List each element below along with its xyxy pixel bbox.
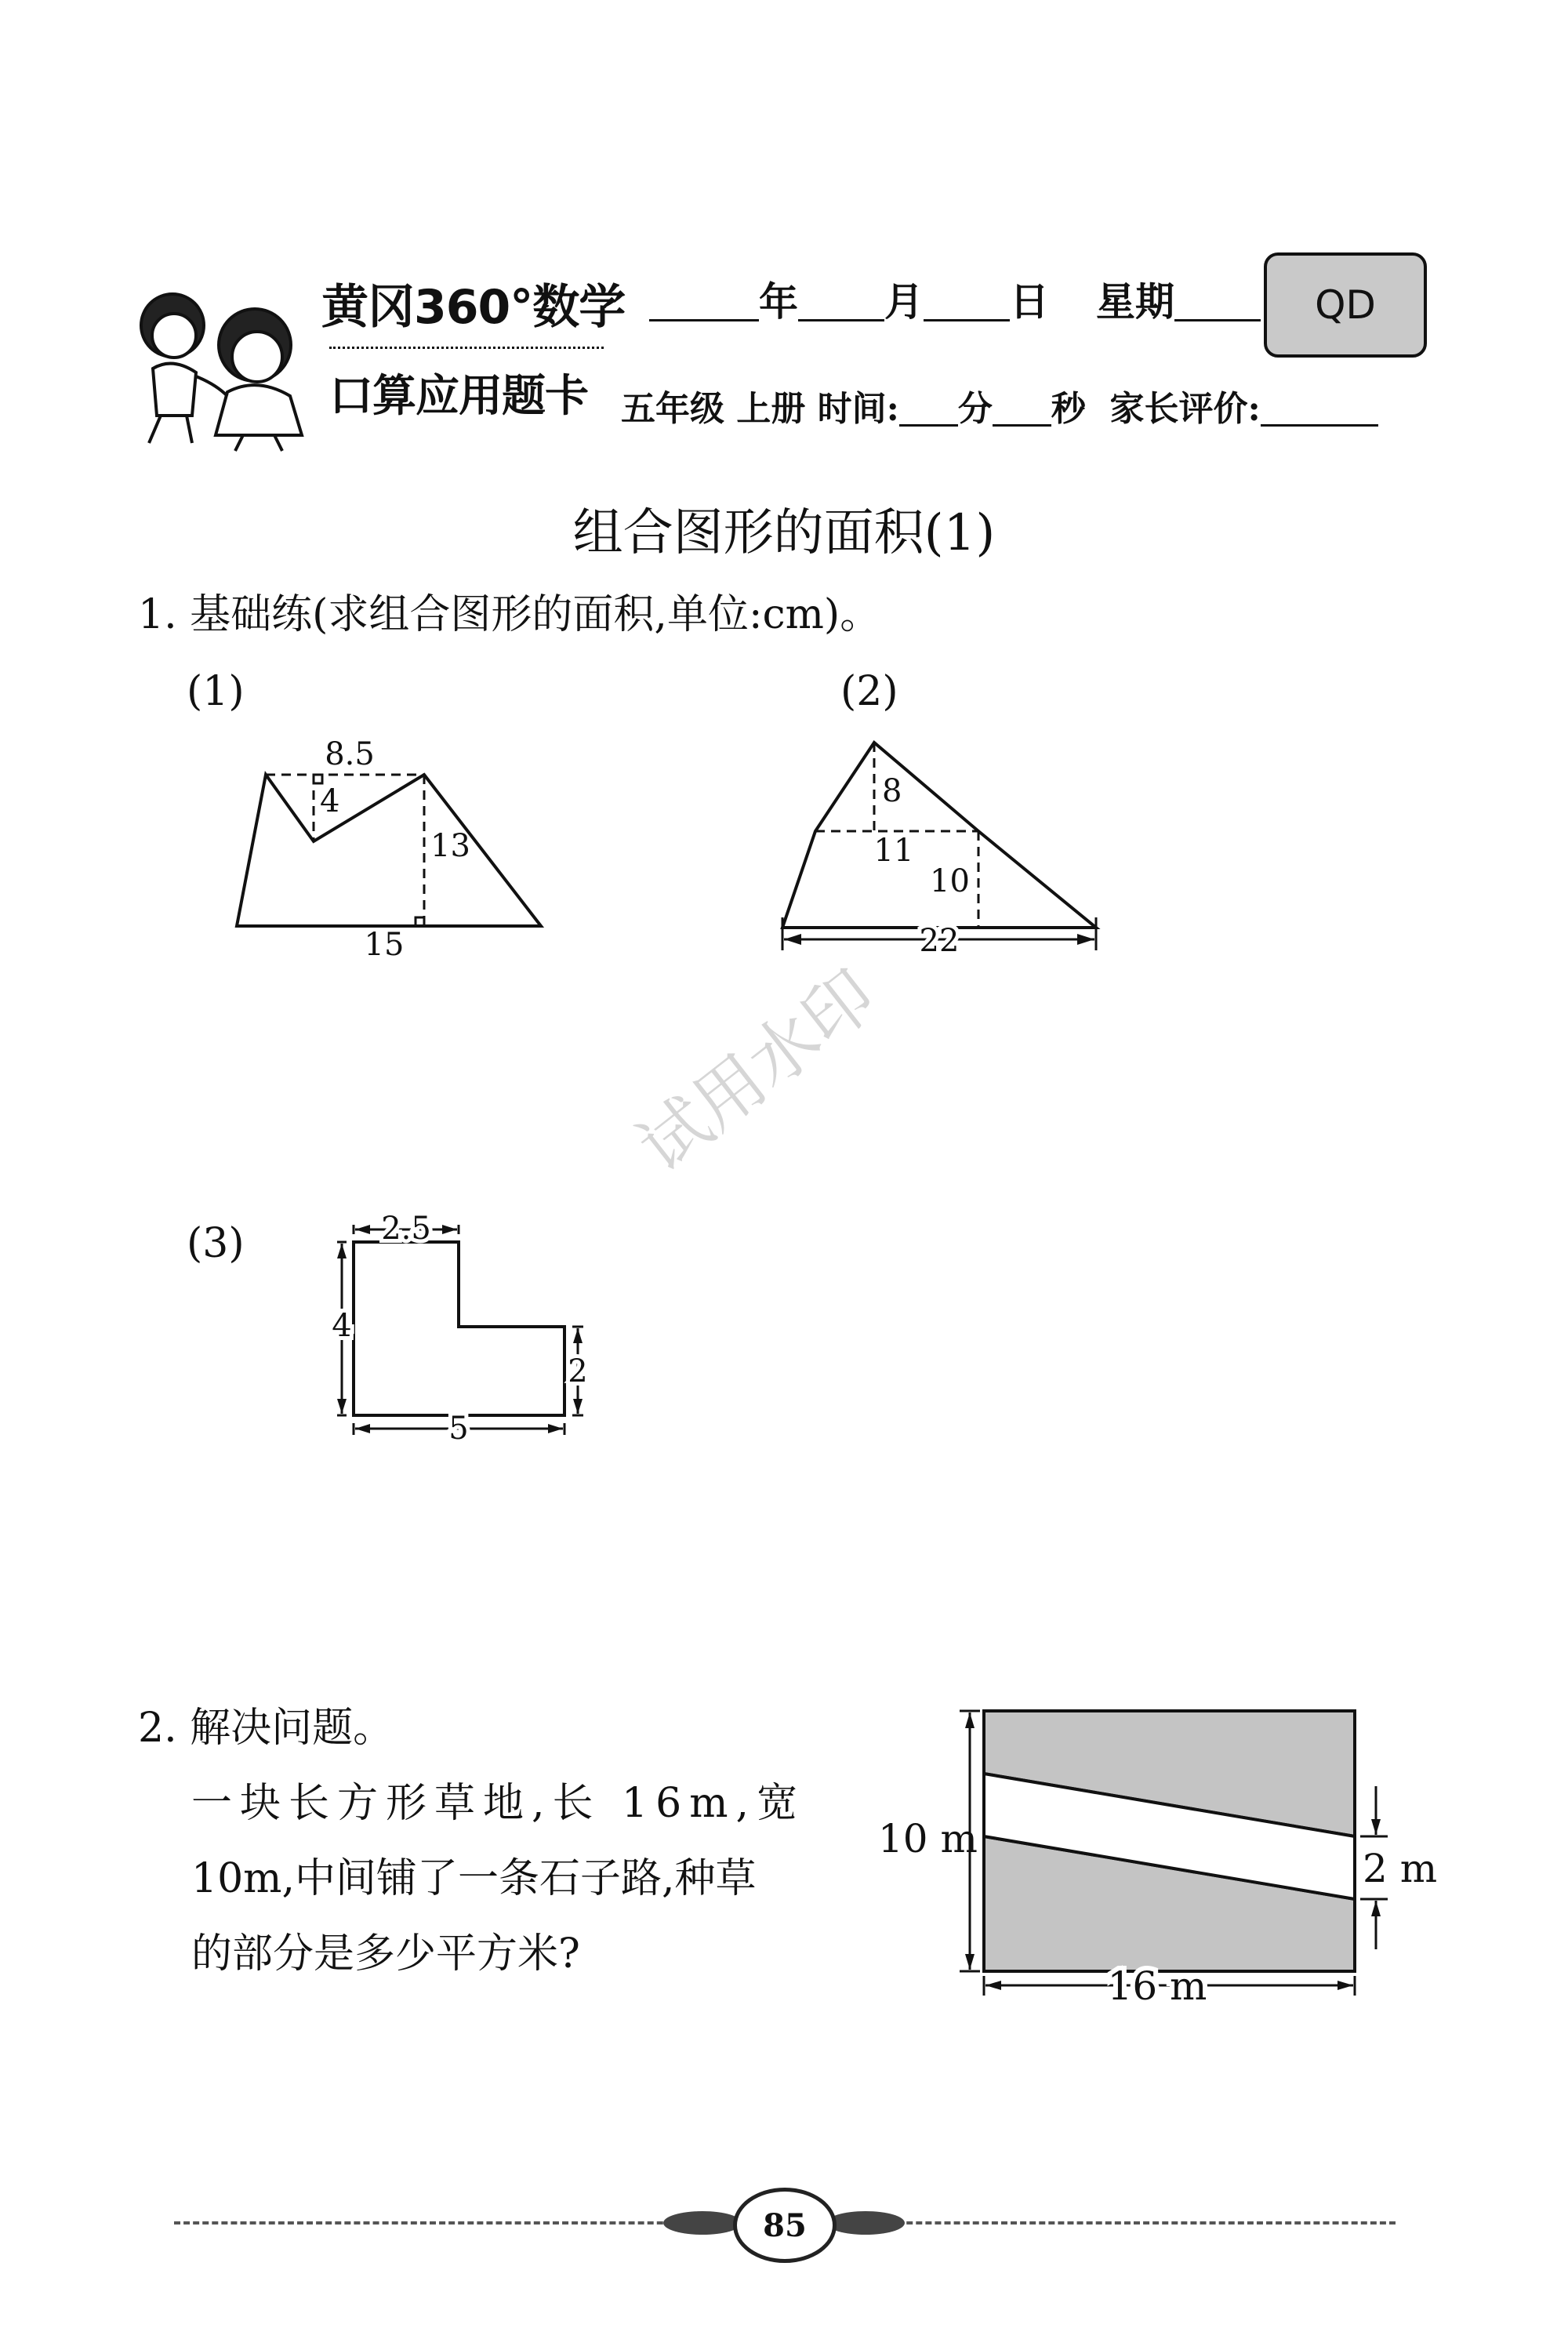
field-height-label: 10 m — [878, 1816, 978, 1861]
volume-label: 上册 — [736, 389, 806, 429]
watermark: 试用水印 — [623, 953, 891, 1188]
fig3-bottom-label: 5 — [448, 1411, 469, 1447]
year-blank[interactable] — [649, 319, 759, 321]
fig2-tri-height-label: 8 — [882, 773, 902, 809]
brand-subtitle: 口算应用题卡 — [329, 371, 588, 422]
q1-heading: 1. 基础练(求组合图形的面积,单位:cm)。 — [138, 591, 881, 638]
day-label: 日 — [1010, 278, 1049, 325]
fig1-label: (1) — [187, 668, 245, 715]
fig3-label: (3) — [187, 1220, 245, 1267]
fig3-shape — [354, 1242, 564, 1415]
grade-label: 五年级 — [621, 389, 724, 429]
fig2-bottom-label: 22 — [919, 923, 960, 959]
page-title: 组合图形的面积(1) — [572, 504, 996, 562]
fig2-trap-height-label: 10 — [930, 863, 970, 899]
figure-grass-field — [870, 1686, 1497, 2015]
date-line — [649, 278, 1261, 325]
fig3-right-label: 2 — [568, 1353, 588, 1389]
brand-title: 黄冈360°数学 — [321, 280, 626, 335]
kids-mascot-illustration — [118, 282, 329, 455]
figure-2 — [768, 729, 1113, 972]
fig3-top-label: 2.5 — [381, 1211, 431, 1247]
second-blank[interactable] — [993, 424, 1051, 427]
fig1-height-label: 13 — [430, 828, 470, 864]
figure-3 — [321, 1208, 604, 1458]
second-label: 秒 — [1051, 389, 1086, 429]
fig1-top-label: 8.5 — [325, 736, 375, 772]
weekday-label: 星期 — [1096, 278, 1174, 325]
year-label: 年 — [759, 278, 798, 325]
fig1-notch-label: 4 — [320, 783, 340, 819]
fig1-shape — [237, 775, 541, 926]
parent-eval-blank[interactable] — [1261, 424, 1378, 427]
q2-line3: 的部分是多少平方米? — [191, 1930, 580, 1978]
info-line — [621, 389, 1378, 429]
footer-ornament-right — [826, 2211, 905, 2235]
brand-underline — [329, 347, 604, 349]
q2-line2: 10m,中间铺了一条石子路,种草 — [191, 1855, 757, 1902]
q2-heading: 2. 解决问题。 — [138, 1705, 394, 1752]
field-length-label: 16 m — [1107, 1963, 1207, 2009]
month-label: 月 — [884, 278, 924, 325]
weekday-blank[interactable] — [1174, 319, 1261, 321]
minute-label: 分 — [957, 389, 993, 429]
footer-divider-left — [174, 2221, 691, 2224]
time-label: 时间: — [817, 389, 899, 429]
fig3-left-label: 4 — [332, 1308, 352, 1344]
fig2-shape — [782, 743, 1096, 928]
q2-line1: 一块长方形草地,长 16m,宽 — [191, 1780, 806, 1827]
fig2-mid-label: 11 — [873, 833, 914, 869]
fig2-label: (2) — [840, 668, 898, 715]
footer-divider-right — [878, 2221, 1396, 2224]
month-blank[interactable] — [798, 319, 884, 321]
minute-blank[interactable] — [899, 424, 958, 427]
path-width-label: 2 m — [1363, 1846, 1438, 1891]
footer-ornament-left — [663, 2211, 742, 2235]
figure-1 — [220, 729, 564, 964]
page-number: 85 — [733, 2188, 837, 2263]
fig1-bottom-label: 15 — [364, 927, 405, 963]
edition-badge: QD — [1264, 252, 1427, 358]
parent-eval-label: 家长评价: — [1109, 389, 1261, 429]
day-blank[interactable] — [924, 319, 1010, 321]
